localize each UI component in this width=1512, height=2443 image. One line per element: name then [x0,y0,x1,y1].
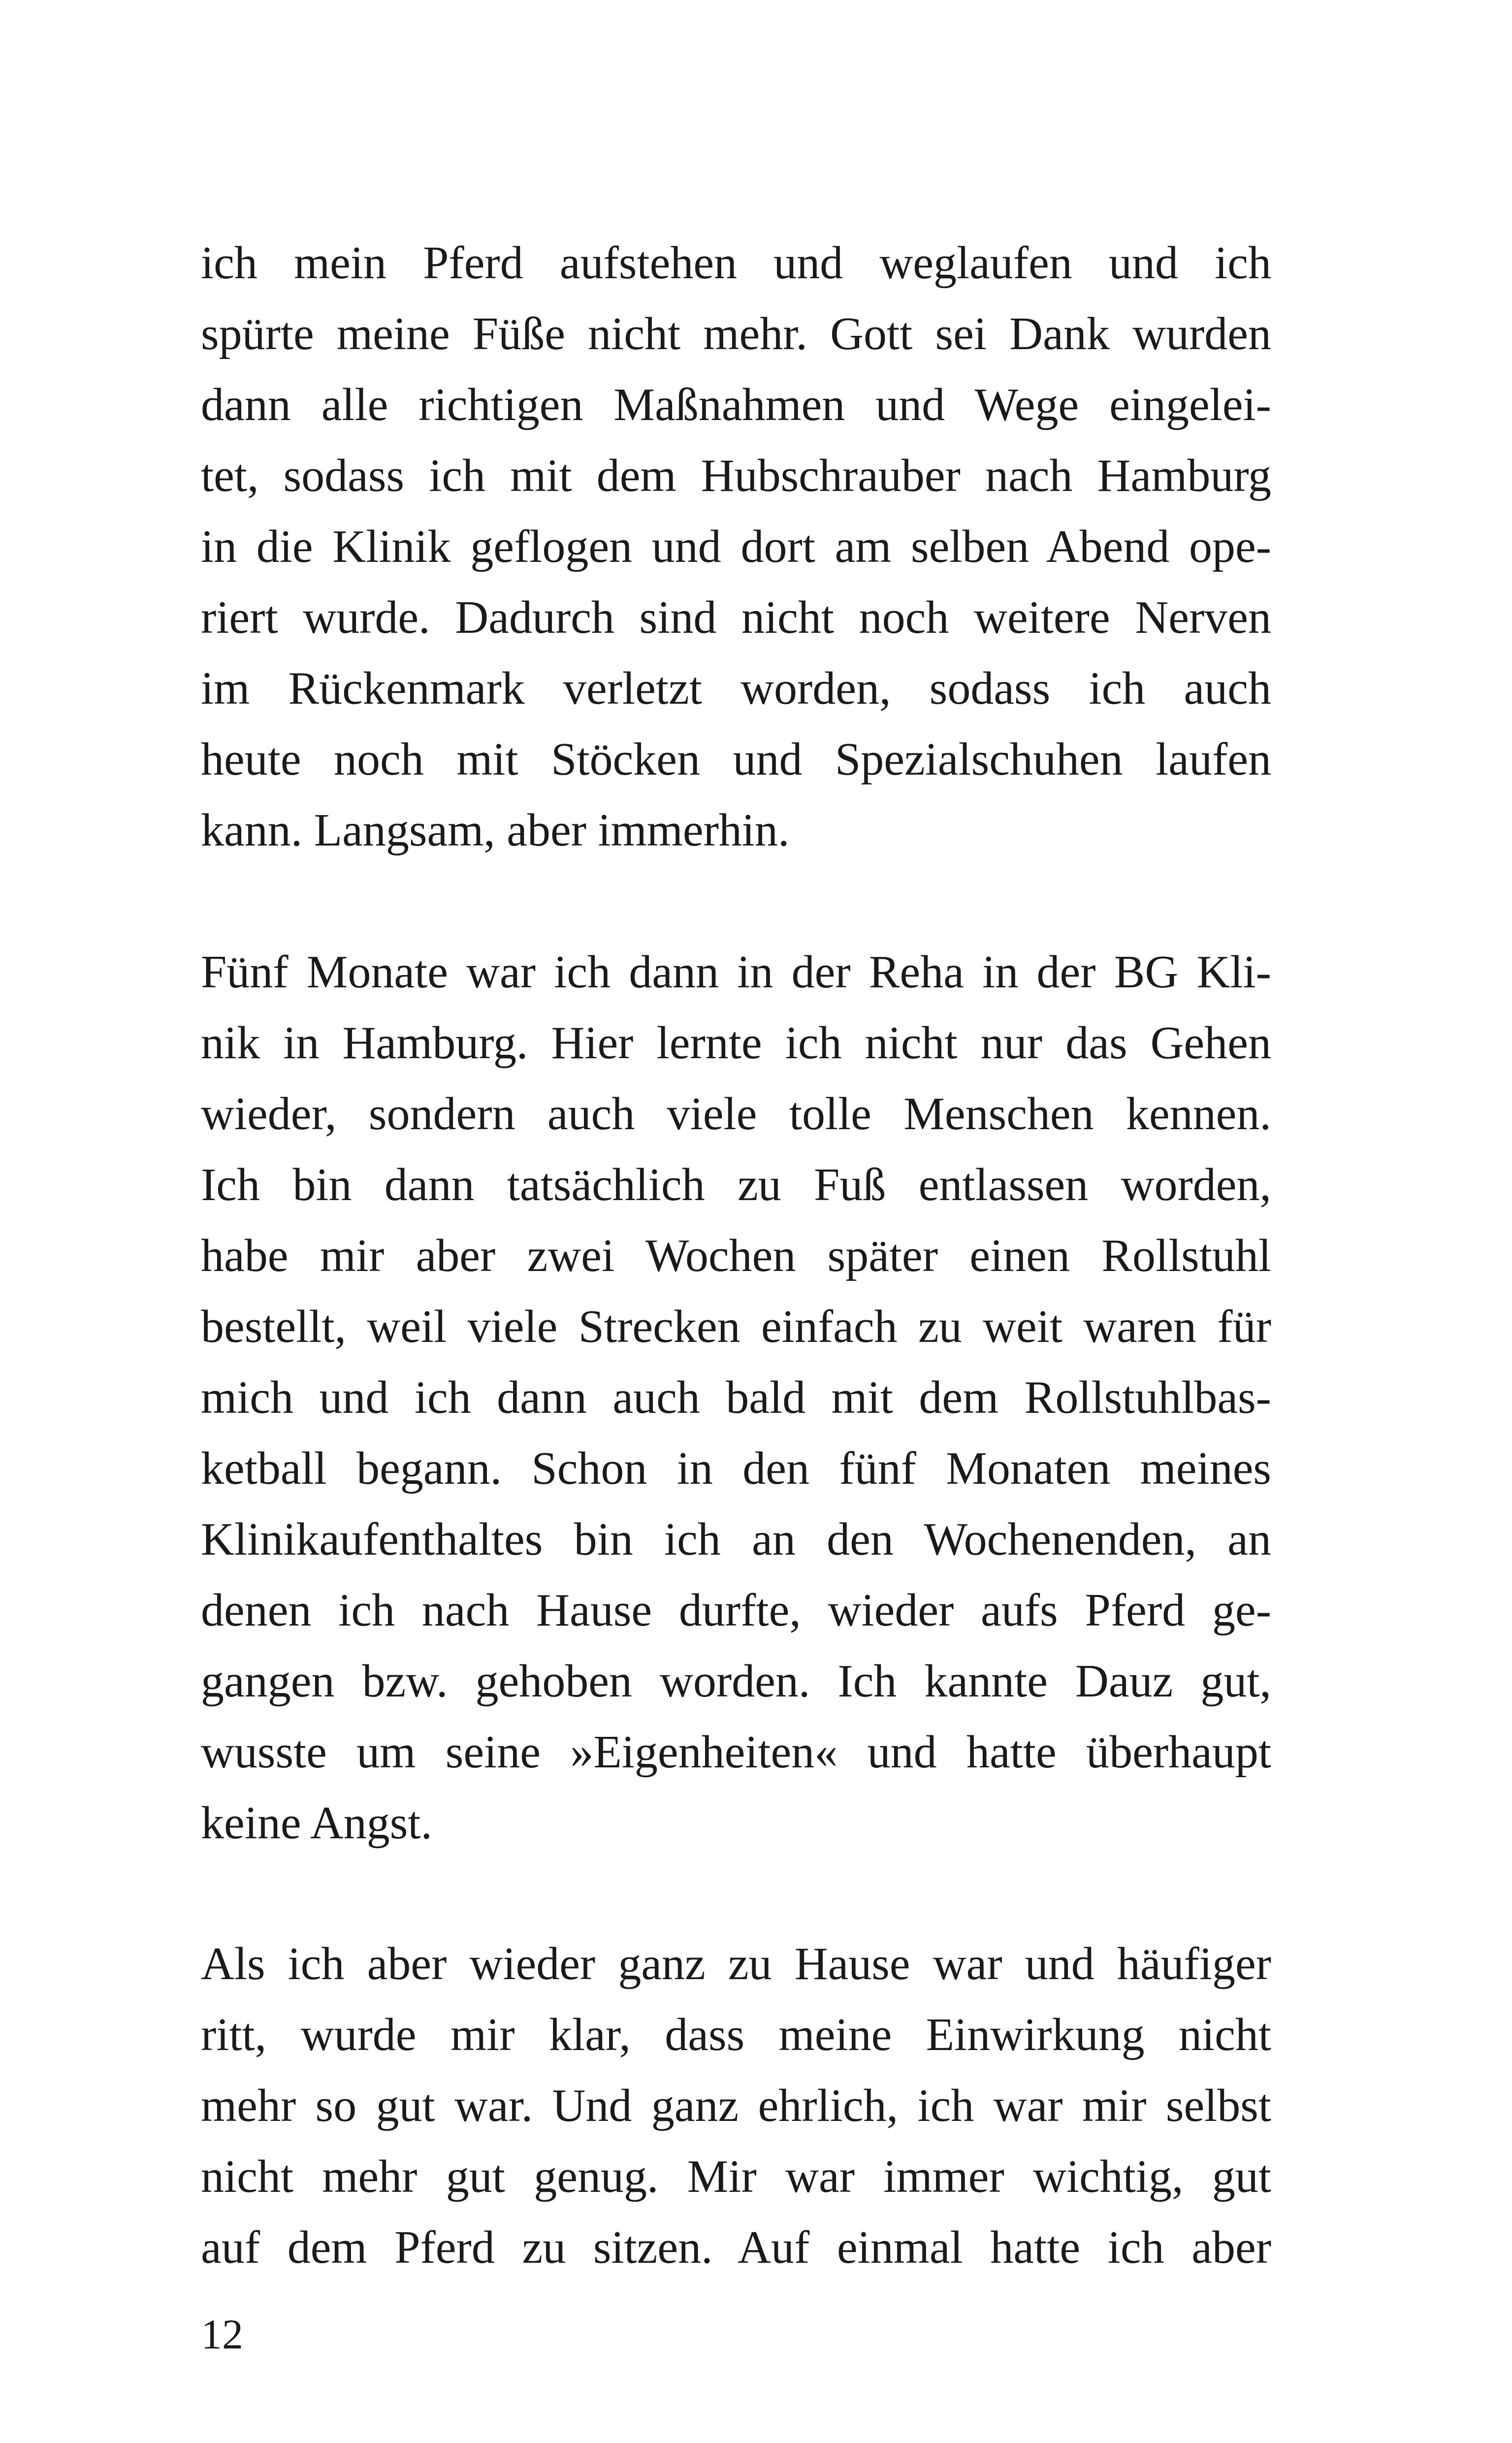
paragraph-1 [201,228,1271,866]
text-line: kann. Langsam, aber immerhin. [201,805,790,856]
text-line: tet, sodass ich mit dem Hubschrauber nach Hamburg [201,450,1271,501]
text-line: denen ich nach Hause durfte, wieder aufs Pferd ge- [201,1585,1271,1636]
text-line: auf dem Pferd zu sitzen. Auf einmal hatte ich aber [201,2222,1271,2273]
text-line: gangen bzw. gehoben worden. Ich kannte Dauz gut, [201,1656,1271,1707]
text-line: bestellt, weil viele Strecken einfach zu weit waren für [201,1301,1271,1352]
text-line: dann alle richtigen Maßnahmen und Wege eingelei- [201,379,1271,430]
page-number: 12 [201,2311,243,2358]
text-line: habe mir aber zwei Wochen später einen Rollstuhl [201,1230,1271,1281]
paragraph-3 [201,1928,1271,2283]
text-line: in die Klinik geflogen und dort am selben Abend ope- [201,521,1271,572]
text-line: wieder, sondern auch viele tolle Menschen kennen. [201,1088,1271,1140]
text-line: mich und ich dann auch bald mit dem Rollstuhlbas- [201,1372,1271,1423]
text-line: heute noch mit Stöcken und Spezialschuhen laufen [201,734,1271,785]
text-line: keine Angst. [201,1797,432,1849]
text-line: spürte meine Füße nicht mehr. Gott sei Dank wurden [201,308,1271,359]
paragraph-2 [201,937,1271,1858]
text-line: Klinikaufenthaltes bin ich an den Wochenenden, an [201,1514,1271,1565]
text-line: riert wurde. Dadurch sind nicht noch weitere Nerven [201,592,1271,643]
text-line: nik in Hamburg. Hier lernte ich nicht nur das Gehen [201,1017,1271,1069]
text-line: nicht mehr gut genug. Mir war immer wichtig, gut [201,2151,1271,2202]
text-line: ritt, wurde mir klar, dass meine Einwirkung nicht [201,2009,1271,2060]
text-line: ich mein Pferd aufstehen und weglaufen und ich [201,237,1271,289]
text-line: im Rückenmark verletzt worden, sodass ich auch [201,663,1271,714]
text-line: Ich bin dann tatsächlich zu Fuß entlassen worden, [201,1159,1271,1210]
text-line: mehr so gut war. Und ganz ehrlich, ich war mir selbst [201,2080,1271,2131]
text-line: wusste um seine »Eigenheiten« und hatte überhaupt [201,1726,1271,1778]
text-line: Als ich aber wieder ganz zu Hause war und häufiger [201,1938,1271,1989]
text-line: Fünf Monate war ich dann in der Reha in der BG Kli- [201,946,1271,998]
text-line: ketball begann. Schon in den fünf Monaten meines [201,1443,1271,1494]
